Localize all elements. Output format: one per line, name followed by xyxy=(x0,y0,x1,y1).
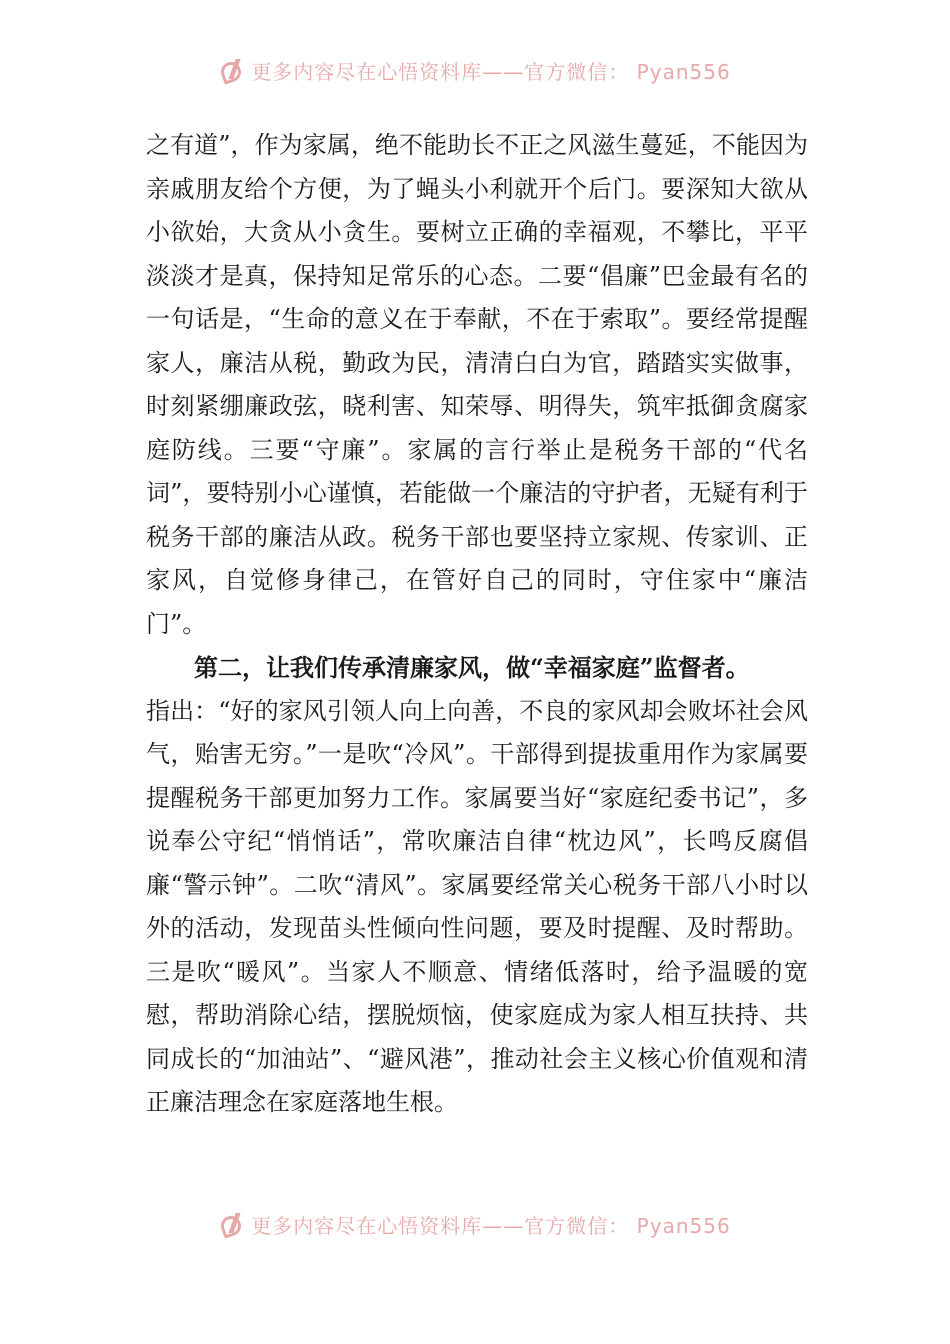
header-watermark-text: 更多内容尽在心悟资料库——官方微信： Pyan556 xyxy=(251,59,731,84)
watermark-logo-icon xyxy=(219,1213,245,1235)
paragraph-second-section: 指出：“好的家风引领人向上向善，不良的家风却会败坏社会风气，贻害无穷。”一是吹“冷风”。干部得到提拔重用作为家属要提醒税务干部更加努力工作。家属要当好“家庭纪委书记”，多说奉公守纪“悄悄话”，常吹廉洁自律“枕边风”，长鸣反腐倡廉“警示钟”。二吹“清风”。家属要经常关心税务干部八小时以外的活动，发现苗头性倾向性问题，要及时提醒、及时帮助。三是吹“暖风”。当家人不顺意、情绪低落时，给予温暖的宽慰，帮助消除心结，摆脱烦恼，使家庭成为家人相互扶持、共同成长的“加油站”、“避风港”，推动社会主义核心价值观和清正廉洁理念在家庭落地生根。 xyxy=(146,696,808,1116)
header-watermark xyxy=(0,50,950,90)
paragraph-continuation: 之有道”，作为家属，绝不能助长不正之风滋生蔓延，不能因为亲戚朋友给个方便，为了蝇头小利就开个后门。要深知大欲从小欲始，大贪从小贪生。要树立正确的幸福观，不攀比，平平淡淡才是真，保持知足常乐的心态。二要“倡廉”巴金最有名的一句话是，“生命的意义在于奉献，不在于索取”。要经常提醒家人，廉洁从税，勤政为民，清清白白为官，踏踏实实做事，时刻紧绷廉政弦，晓利害、知荣辱、明得失，筑牢抵御贪腐家庭防线。三要“守廉”。家属的言行举止是税务干部的“代名词”，要特别小心谨慎，若能做一个廉洁的守护者，无疑有利于税务干部的廉洁从政。税务干部也要坚持立家规、传家训、正家风，自觉修身律己，在管好自己的同时，守住家中“廉洁门”。 xyxy=(146,131,808,638)
watermark-logo-icon xyxy=(219,59,245,81)
section-heading-second: 第二，让我们传承清廉家风，做“幸福家庭”监督者。 xyxy=(194,653,750,682)
footer-watermark-text: 更多内容尽在心悟资料库——官方微信： Pyan556 xyxy=(251,1213,731,1238)
document-body xyxy=(146,124,808,1125)
footer-watermark xyxy=(0,1204,950,1244)
